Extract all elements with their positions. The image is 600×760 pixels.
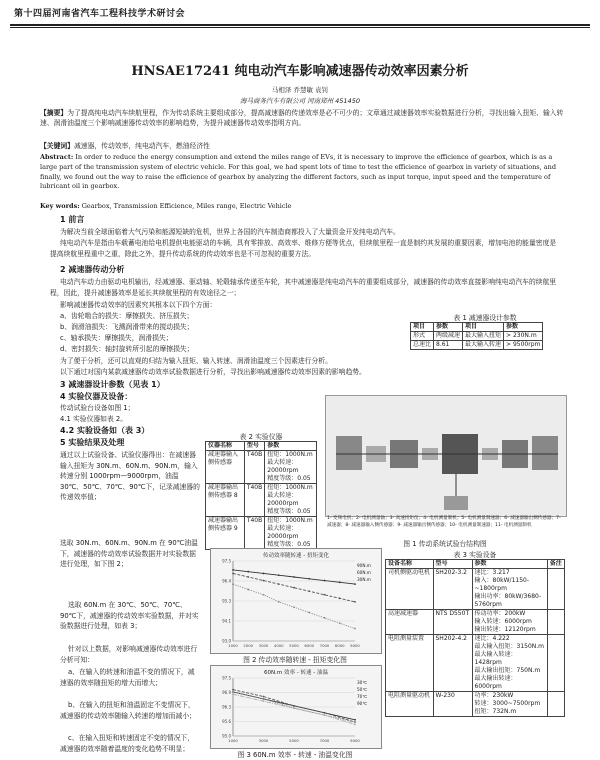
x-tick-label: 7000	[319, 738, 330, 743]
legend-entry: 60N.m	[357, 570, 371, 575]
chart-title: 60N.m 效率 - 转速 - 油温	[264, 670, 328, 676]
data-point	[263, 698, 265, 700]
y-tick-label: 94.1	[222, 618, 231, 624]
table-3-param-line: 1428rpm	[474, 659, 502, 666]
abstract-cn	[40, 108, 565, 128]
table-1-caption: 表 1 减速器设计参数	[453, 314, 517, 322]
figure-1-legend: 1- 变频电机；2- 电机测量轴；3- 高速扭矩仪；4- 电机测量制机；5- 电机测量制速器；6- 减速器输出侧传感器；7- 减速器；8- 减速器输入侧传感器；9- 减速器输出侧传感器；10- 电机测量制速器；11- 电机测量制机	[327, 516, 561, 528]
data-point	[293, 587, 295, 589]
table-2-name-cell: 减速器输入侧传感器	[206, 451, 245, 484]
table-3-param-line: 6000rpm	[474, 683, 502, 690]
section-4-line-1: 传动试验台设备如图 1；	[60, 404, 135, 412]
section-2-item-b: b、润滑油损失：飞溅润滑带来的搅动损失；	[60, 323, 194, 331]
keywords-en	[40, 202, 565, 212]
table-2-model-cell: T40B	[244, 451, 264, 484]
section-1-p1: 为解决当前全球面临着大气污染和能源短缺的危机，世界上各国的汽车制造商都投入了大量资金开发纯电动汽车。	[60, 228, 400, 236]
legend-entry: 70℃	[357, 694, 368, 699]
table-2-param-line: 精度等级：0.05	[267, 508, 311, 515]
table-3-model-cell: W-230	[433, 692, 472, 717]
data-point	[278, 583, 280, 585]
keywords-en-text: Gearbox, Transmission Efficience, Miles range, Electric Vehicle	[81, 202, 292, 210]
table-3-param-line: 输入：80kW/1150-	[474, 577, 529, 584]
figure-1-test-bench-diagram	[325, 395, 567, 517]
table-2-row	[206, 484, 317, 517]
x-tick-label: 9000	[350, 643, 360, 648]
section-3-heading: 3 减速器设计参数（见表 1）	[60, 380, 165, 389]
journal-header: 第十四届河南省汽车工程科技学术研讨会	[14, 9, 186, 19]
table-3	[385, 559, 565, 717]
data-point	[278, 601, 280, 603]
figure-3-caption: 图 3 60N.m 效率 - 转速 - 油温变化图	[237, 751, 353, 759]
abstract-en-label: Abstract:	[40, 153, 74, 161]
abstract-cn-label: 【摘要】	[40, 109, 68, 117]
data-point	[354, 601, 356, 603]
section-2-p1: 电动汽车动力由驱动电机输出，经减速器、驱动轴、轮毂轴承传递至车轮，其中减速器是纯电动汽车的重要组成部分，减速器的传动效率直接影响纯电动汽车的续航里程，因此，提升减速器效率是延长其续航里程的有效途径之一；	[50, 278, 557, 297]
table-3-header-row	[386, 560, 565, 569]
y-tick-label: 93.0	[222, 638, 231, 644]
data-point	[247, 576, 249, 578]
data-point	[263, 594, 265, 596]
section-2-p3: 为了便于分析，还可以直观的归结为输入扭矩、输入转速、润滑油温度三个因素进行分析。	[60, 357, 332, 365]
table-2-model-cell: T40B	[244, 517, 264, 550]
x-tick-label: 4000	[273, 643, 284, 648]
table-1-cell: 参数	[434, 323, 463, 332]
abstract-en-text: In order to reduce the energy consumption and extend the miles range of EVs, it is necessary to improve the efficience of gearbox, which is as a large part of the transmission system of electric vehicle. For this goal, we had spent lots of time to test the efficience of gearbox in variety of situations, and finally, we found out the way to raise the efficience of gearbox by analyzing the different factors, such as input torque, input speed and the temperature of lubricant oil in gearbox.	[40, 153, 556, 191]
data-point	[263, 700, 265, 702]
table-3-param-line: 输出转速：12120rpm	[474, 626, 536, 633]
keywords-cn-label: 【关键词】	[40, 142, 74, 150]
test-bench-schematic	[326, 396, 566, 516]
data-point	[232, 573, 234, 575]
legend-entry: 90N.m	[357, 563, 371, 568]
table-2-name-cell: 减速器输出侧传感器 8	[206, 484, 245, 517]
data-point	[263, 573, 265, 575]
x-tick-label: 9000	[350, 738, 360, 743]
section-2-item-d: d、密封损失：轴封旋转所引起的摩擦损失；	[60, 345, 194, 353]
legend-entry: 30N.m	[357, 577, 371, 582]
table-2-header-row	[206, 442, 317, 451]
table-3-param-line: 功率：230kW	[474, 692, 514, 699]
table-2-param-line: 最大转速：20000rpm	[267, 459, 299, 474]
y-tick-label: 95.3	[222, 598, 231, 604]
table-2-row	[206, 451, 317, 484]
section-2-p2: 影响减速器传动效率的因素究其根本以下四个方面：	[60, 301, 217, 309]
table-2-caption: 表 2 实验仪器	[239, 433, 283, 441]
data-point	[354, 721, 356, 723]
abstract-en	[40, 153, 565, 192]
table-2-header-cell: 参数	[265, 442, 317, 451]
section-2-item-a: a、齿轮啮合的损失：摩擦损失、挤压损失；	[60, 312, 194, 320]
legend-entry: 50℃	[357, 687, 368, 692]
table-3-param-line: 输入转速：6000rpm	[474, 618, 532, 625]
table-1-cell: 8.61	[434, 341, 463, 350]
legend-entry: 30℃	[357, 680, 368, 685]
table-1-cell: 总速比	[411, 341, 434, 350]
table-3-row	[386, 635, 565, 692]
keywords-cn	[40, 141, 565, 151]
section-4-heading: 4 实验仪器及设备：	[60, 392, 133, 401]
table-1-row	[411, 332, 543, 341]
x-tick-label: 5000	[289, 738, 299, 743]
section-1-p2: 纯电动汽车是指由车载蓄电池给电机提供电能驱动的车辆，具有零排放、高效率、维修方便等优点，但续航里程一直是制约其发展的重要因素，增加电池的能量密度是提高续航里程重中之重，除此之外，提升传动系统的传动效率也是不可忽视的重要方法。	[50, 239, 557, 258]
table-3-param-line: 速比：4.222	[474, 635, 510, 642]
y-tick-label: 96.9	[222, 690, 231, 695]
x-tick-label: 7000	[319, 643, 330, 648]
figure-1-caption: 图 1 传动系统试验台结构图	[403, 540, 487, 548]
table-1-cell: > 9500rpm	[504, 341, 543, 350]
table-3-header-cell: 型号	[433, 560, 472, 569]
data-point	[339, 622, 341, 624]
table-3-model-cell: NTS D550T	[433, 610, 472, 635]
data-point	[308, 578, 310, 580]
section-2-item-c: c、轴承损失：摩擦损失，润滑损失；	[60, 334, 173, 342]
table-3-note-cell	[547, 635, 564, 692]
table-2-param-line: 精度等级：0.05	[267, 475, 311, 482]
table-1-cell: 参数	[504, 323, 543, 332]
table-1-cell: 最大输入扭矩	[463, 332, 504, 341]
table-2-param-line: 扭矩：1000N.m	[267, 517, 313, 524]
table-3-row	[386, 610, 565, 635]
table-3-params-cell	[472, 635, 547, 692]
table-3-param-line: 最大输出扭矩：750N.m	[474, 667, 541, 674]
table-2-params-cell	[265, 484, 317, 517]
x-tick-label: 5000	[289, 643, 299, 648]
table-2-param-line: 最大转速：20000rpm	[267, 525, 299, 540]
keywords-en-label: Key words:	[40, 202, 80, 210]
table-3-params-cell	[472, 692, 547, 717]
y-tick-label: 97.5	[222, 558, 231, 564]
y-tick-label: 95.0	[222, 733, 231, 739]
data-point	[293, 576, 295, 578]
table-2-header-cell: 仪器名称	[206, 442, 245, 451]
y-tick-label: 95.6	[222, 719, 231, 724]
table-3-model-cell: SH202-3.2	[433, 569, 472, 610]
table-3-param-line: 扭矩：732N.m	[474, 708, 517, 715]
section-4-line-2: 4.1 实验仪器如表 2。	[60, 415, 128, 423]
table-1-cell: 两级减速	[434, 332, 463, 341]
section-5-p3: 选取 60N.m 在 30℃、50℃、70℃、90℃下，减速器的传动效率实验数据，并对实验数据进行处理，如表 3；	[60, 601, 199, 630]
data-point	[232, 569, 234, 571]
section-1-heading: 1 前言	[60, 215, 85, 224]
section-5-item-b: b、在输入的扭矩和油温固定不变情况下，减速器的传动效率随输入转速的增加而减小；	[60, 701, 196, 720]
table-1-cell: > 230N.m	[504, 332, 543, 341]
data-point	[324, 714, 326, 716]
section-2-p4: 以下通过对国内某款减速器传动效率试验数据进行分析，寻找出影响减速器传动效率因素的影响趋势。	[60, 368, 366, 376]
x-tick-label: 8000	[334, 643, 345, 648]
table-1-row	[411, 341, 543, 350]
data-point	[263, 696, 265, 698]
data-point	[324, 594, 326, 596]
table-2	[205, 441, 317, 550]
paper-title: HNSAE17241 纯电动汽车影响减速器传动效率因素分析	[131, 64, 469, 79]
table-2-params-cell	[265, 517, 317, 550]
section-5-p2: 选取 30N.m、60N.m、90N.m 在 90℃油温下，减速器的传动效率试验数据并对实验数据进行处理，如下图 2；	[60, 539, 198, 568]
table-3-name-cell: 电阻测量驱动机	[386, 692, 434, 717]
table-2-name-cell: 减速器输出侧传感器 9	[206, 517, 245, 550]
table-3-param-line: 转速：3000~7500rpm	[474, 700, 541, 707]
y-tick-label: 96.4	[222, 578, 231, 584]
data-point	[247, 571, 249, 573]
table-2-model-cell: T40B	[244, 484, 264, 517]
section-4-2-heading: 4.2 实验设备如（表 3）	[60, 426, 150, 435]
table-2-param-line: 扭矩：1000N.m	[267, 484, 313, 491]
table-3-params-cell	[472, 610, 547, 635]
y-tick-label: 97.5	[222, 675, 231, 681]
figure-2-chart	[210, 548, 382, 654]
series-line-90℃	[233, 694, 355, 724]
data-point	[232, 691, 234, 693]
section-5-item-a: a、在输入的转速和油温不变的情况下，减速器的效率随扭矩的增大而增大；	[60, 668, 195, 687]
table-2-param-line: 最大转速：20000rpm	[267, 492, 299, 507]
paper-authors: 马相泽 乔慧敏 袁钊	[271, 86, 329, 94]
data-point	[247, 589, 249, 591]
table-2-params-cell	[265, 451, 317, 484]
table-2-row	[206, 517, 317, 550]
section-5-p4: 针对以上数据，对影响减速器传动效率进行分析可知：	[60, 645, 198, 664]
table-1-cell: 最大输入转速	[463, 341, 504, 350]
data-point	[339, 597, 341, 599]
data-point	[324, 617, 326, 619]
data-point	[308, 590, 310, 592]
data-point	[263, 580, 265, 582]
table-3-header-cell: 设备名称	[386, 560, 434, 569]
x-tick-label: 2000	[243, 643, 254, 648]
table-1-row	[411, 323, 543, 332]
figure-3-svg	[211, 666, 381, 748]
table-2-param-line: 扭矩：1000N.m	[267, 451, 313, 458]
table-3-param-line: 最大输入转速：	[474, 651, 517, 658]
table-3-row	[386, 692, 565, 717]
table-3-param-line: 输出功率：80kW/3680-	[474, 593, 541, 600]
table-3-name-cell: 高速减速器	[386, 610, 434, 635]
section-2-heading: 2 减速器传动分析	[60, 265, 125, 274]
legend-entry: 90℃	[357, 701, 368, 706]
x-tick-label: 6000	[304, 643, 315, 648]
abstract-cn-text: 为了提高纯电动汽车续航里程，作为传动系统主要组成部分，提高减速器的传递效率是必不可少的；文章通过减速器效率实验数据进行分析，寻找出输入扭矩、输入转速、润滑油温度三个影响减速器传动效率的影响趋势，为提升减速器传动效率指明方向。	[40, 109, 564, 127]
data-point	[293, 606, 295, 608]
bench-motor-right	[532, 436, 558, 470]
table-3-header-cell: 参数	[472, 560, 547, 569]
data-point	[232, 689, 234, 691]
table-1-cell: 形式	[411, 332, 434, 341]
table-1-cell: 项目	[411, 323, 434, 332]
keywords-cn-text: 减速器，传动效率，纯电动汽车，燃油经济性	[73, 142, 210, 150]
table-3-name-cell: 电阻测量装置	[386, 635, 434, 692]
section-5-item-c: c、在输入扭矩和转速固定不变的情况下，减速器的效率随着温度的变化趋势不明显；	[60, 734, 195, 753]
section-5-p1: 通过以上试验设备、试验仪器得出：在减速器输入扭矩为 30N.m、60N.m、90N.m，输入转速分别 1000rpm—9000rpm，油温 30℃、50℃、70℃、90℃下，记录减速器的传递效率值；	[60, 451, 200, 501]
data-point	[324, 712, 326, 714]
table-3-note-cell	[547, 610, 564, 635]
table-3-param-line: 传动功率：200kW	[474, 610, 526, 617]
chart-title: 传动效率随转速 - 扭矩变化	[263, 553, 329, 559]
table-3-param-line: ~1800rpm	[474, 585, 507, 592]
x-tick-label: 1000	[228, 643, 238, 648]
table-3-param-line: 最大输出转速：	[474, 675, 517, 682]
x-tick-label: 1000	[228, 738, 238, 743]
table-3-header-cell: 备注	[547, 560, 564, 569]
table-3-caption: 表 3 实验设备	[453, 551, 497, 559]
data-point	[324, 580, 326, 582]
data-point	[293, 707, 295, 709]
table-1	[410, 322, 543, 350]
table-3-params-cell	[472, 569, 547, 610]
table-3-note-cell	[547, 692, 564, 717]
table-3-row	[386, 569, 565, 610]
table-3-param-line: 最大输入扭矩：3150N.m	[474, 643, 545, 650]
data-point	[232, 693, 234, 695]
table-1-cell: 项目	[463, 323, 504, 332]
data-point	[339, 581, 341, 583]
table-2-param-line: 精度等级：0.05	[267, 541, 311, 548]
table-3-name-cell: 司机侧驱动电机	[386, 569, 434, 610]
x-tick-label: 3000	[258, 643, 269, 648]
table-3-param-line: 速比：3.217	[474, 569, 510, 576]
table-3-note-cell	[547, 569, 564, 610]
data-point	[232, 583, 234, 585]
figure-2-svg	[211, 549, 381, 653]
data-point	[308, 612, 310, 614]
data-point	[278, 574, 280, 576]
figure-3-chart	[210, 665, 382, 749]
data-point	[293, 705, 295, 707]
table-3-param-line: 5760rpm	[474, 601, 502, 608]
header-rule-thin	[10, 27, 590, 28]
paper-affiliation: 海马商务汽车有限公司 河南郑州 451450	[240, 97, 360, 105]
table-2-header-cell: 型号	[244, 442, 264, 451]
header-rule	[10, 24, 590, 26]
x-tick-label: 3000	[258, 738, 269, 743]
data-point	[354, 724, 356, 726]
y-tick-label: 96.3	[222, 704, 231, 710]
bench-motor-left	[336, 436, 362, 470]
data-point	[354, 628, 356, 630]
figure-2-caption: 图 2 传动效率随转速 - 扭矩变化图	[243, 656, 347, 664]
data-point	[354, 583, 356, 585]
data-point	[354, 719, 356, 721]
table-3-model-cell: SH202-4.2	[433, 635, 472, 692]
bench-load-unit	[444, 496, 468, 510]
section-5-heading: 5 实验结果及处理	[60, 438, 125, 447]
